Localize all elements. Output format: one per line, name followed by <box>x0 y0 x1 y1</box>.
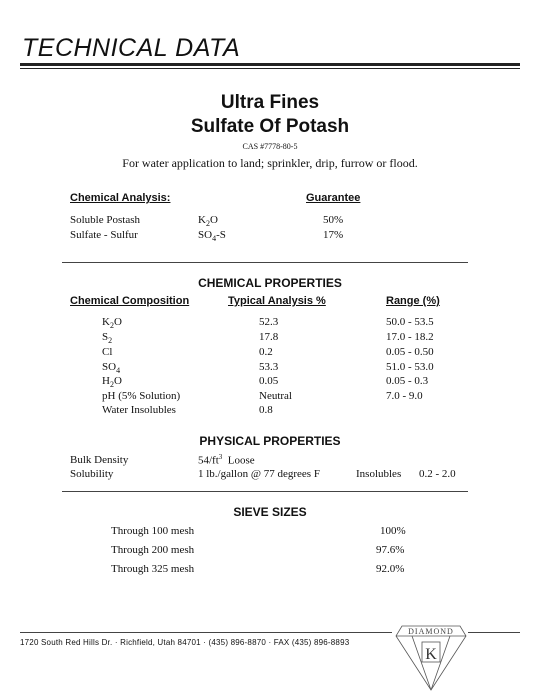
sieve-row-value: 97.6% <box>376 544 405 556</box>
sieve-row-value: 100% <box>380 525 406 537</box>
table-cell-formula: $S_2$ <box>102 331 113 346</box>
section-divider <box>62 491 468 492</box>
sieve-row-label: Through 100 mesh <box>111 525 195 537</box>
table-cell-typical: 17.8 <box>259 331 279 343</box>
header-title: TECHNICAL DATA <box>22 34 241 62</box>
logo-word: DIAMOND <box>408 627 454 636</box>
table-cell-range: 50.0 - 53.5 <box>386 316 434 328</box>
bulk-density-value: $54/ft^3$ Loose <box>198 453 255 467</box>
chemical-analysis-heading: Chemical Analysis: <box>70 192 171 204</box>
diamond-k-logo <box>392 620 470 692</box>
col-chemical-composition: Chemical Composition <box>70 295 190 307</box>
section-divider <box>62 262 468 263</box>
product-name-line1: Ultra Fines <box>220 92 320 113</box>
table-cell-formula: Cl <box>102 346 113 358</box>
cas-number: CAS #7778-80-5 <box>242 142 298 151</box>
product-name-line2: Sulfate Of Potash <box>190 116 350 137</box>
table-cell-typical: 0.05 <box>259 375 279 387</box>
table-cell-formula: $H_2O$ <box>102 375 122 390</box>
sieve-row-label: Through 325 mesh <box>111 563 195 575</box>
sieve-row-label: Through 200 mesh <box>111 544 195 556</box>
analysis-row-name: Sulfate - Sulfur <box>70 229 138 241</box>
solubility-label: Solubility <box>70 468 114 480</box>
table-cell-formula: $K_2O$ <box>102 316 122 331</box>
table-cell-typical: 0.8 <box>259 404 273 416</box>
guarantee-heading: Guarantee <box>306 192 361 204</box>
analysis-row-value: 17% <box>323 229 344 241</box>
table-cell-typical: 0.2 <box>259 346 273 358</box>
table-cell-range: 0.05 - 0.3 <box>386 375 429 387</box>
analysis-row-formula: $SO_4-S$ <box>198 229 226 244</box>
sieve-row-value: 92.0% <box>376 563 405 575</box>
analysis-row-value: 50% <box>323 214 344 226</box>
solubility-value: 1 lb./gallon @ 77 degrees F <box>198 468 320 480</box>
header-rule-top <box>20 63 520 66</box>
footer-address: 1720 South Red Hills Dr. · Richfield, Utah 84701 · (435) 896-8870 · FAX (435) 896-8893 <box>20 638 350 647</box>
analysis-row-name: Soluble Postash <box>70 214 140 226</box>
table-cell-typical: Neutral <box>259 390 292 402</box>
analysis-row-formula: $K_2O$ <box>198 214 218 229</box>
table-cell-formula: pH (5% Solution) <box>102 390 181 402</box>
table-cell-typical: 52.3 <box>259 316 279 328</box>
table-cell-range: 51.0 - 53.0 <box>386 361 434 373</box>
footer-rule <box>468 632 520 633</box>
product-description: For water application to land; sprinkler, drip, furrow or flood. <box>122 156 418 170</box>
insolubles-value: 0.2 - 2.0 <box>419 468 456 480</box>
footer-rule <box>20 632 392 633</box>
table-cell-typical: 53.3 <box>259 361 279 373</box>
chemical-properties-heading: CHEMICAL PROPERTIES <box>198 276 342 290</box>
insolubles-label: Insolubles <box>356 468 402 480</box>
bulk-density-label: Bulk Density <box>70 454 129 466</box>
header-rule-bottom <box>20 68 520 69</box>
sieve-sizes-heading: SIEVE SIZES <box>233 505 307 519</box>
physical-properties-heading: PHYSICAL PROPERTIES <box>199 434 341 448</box>
table-cell-range: 17.0 - 18.2 <box>386 331 434 343</box>
table-cell-formula: Water Insolubles <box>102 404 176 416</box>
logo-letter: K <box>425 646 437 663</box>
col-range: Range (%) <box>386 295 440 307</box>
col-typical-analysis: Typical Analysis % <box>228 295 326 307</box>
table-cell-range: 0.05 - 0.50 <box>386 346 434 358</box>
table-cell-formula: $SO_4$ <box>102 361 121 376</box>
table-cell-range: 7.0 - 9.0 <box>386 390 423 402</box>
